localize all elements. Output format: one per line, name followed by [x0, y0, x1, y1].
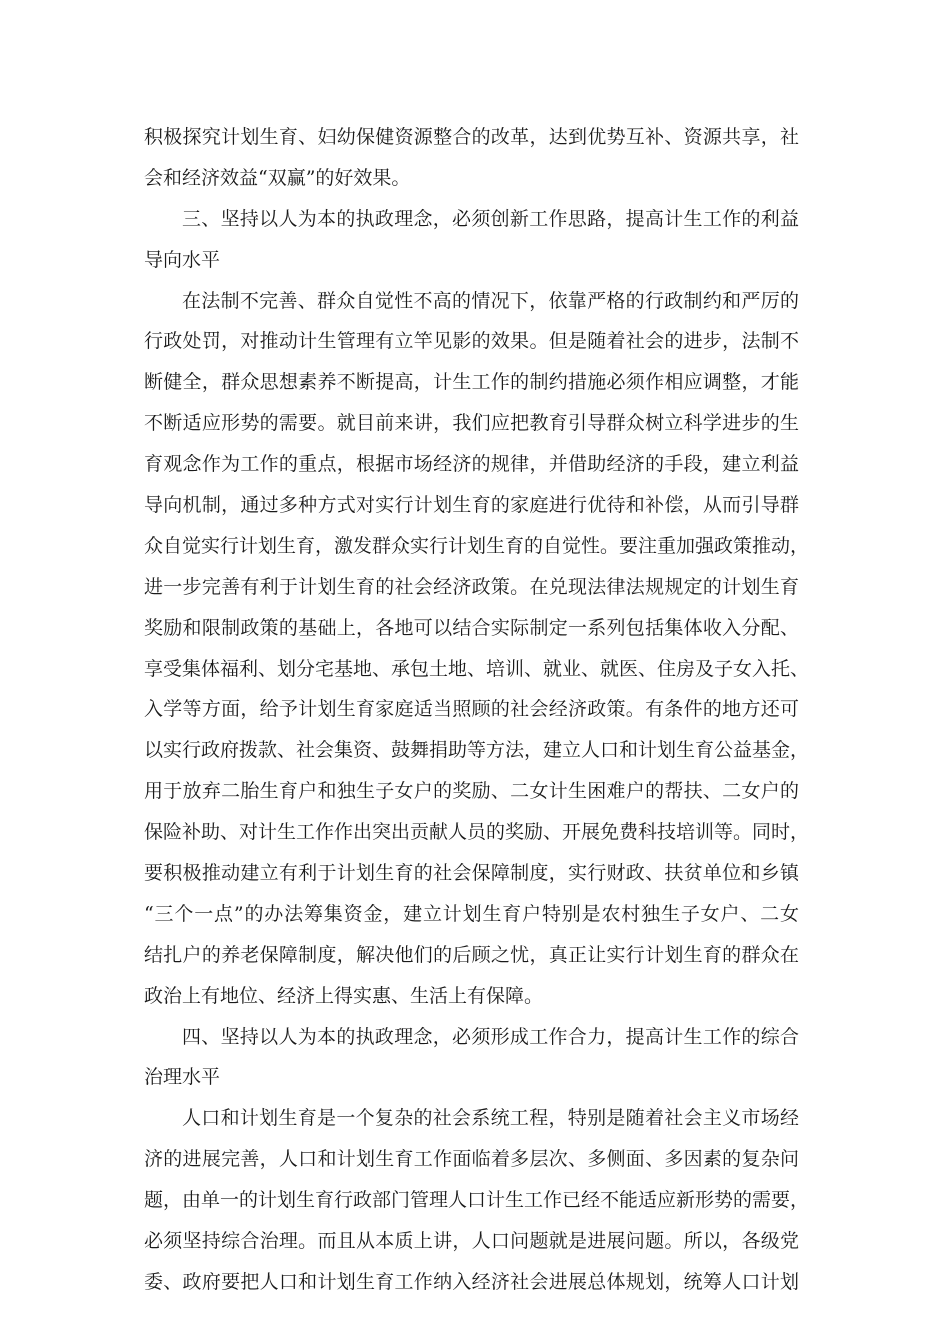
- text-line: 要积极推动建立有利于计划生育的社会保障制度，实行财政、扶贫单位和乡镇: [144, 862, 799, 885]
- text-line: 积极探究计划生育、妇幼保健资源整合的改革，达到优势互补、资源共享，社: [144, 126, 799, 148]
- text-line: 断健全，群众思想素养不断提高，计生工作的制约措施必须作相应调整，才能: [144, 371, 799, 394]
- text-line: 用于放弃二胎生育户和独生子女户的奖励、二女计生困难户的帮扶、二女户的: [144, 780, 799, 803]
- text-line: 导向水平: [144, 248, 221, 271]
- text-line: 济的进展完善，人口和计划生育工作面临着多层次、多侧面、多因素的复杂问: [144, 1148, 799, 1171]
- text-line: 人口和计划生育是一个复杂的社会系统工程，特别是随着社会主义市场经: [182, 1107, 799, 1130]
- text-line: “三个一点”的办法筹集资金，建立计划生育户特别是农村独生子女户、二女: [144, 902, 799, 925]
- text-line: 进一步完善有利于计划生育的社会经济政策。在兑现法律法规规定的计划生育: [144, 575, 799, 598]
- text-line: 众自觉实行计划生育，激发群众实行计划生育的自觉性。要注重加强政策推动，: [144, 534, 810, 557]
- text-line: 治理水平: [144, 1066, 221, 1089]
- text-line: 导向机制，通过多种方式对实行计划生育的家庭进行优待和补偿，从而引导群: [144, 494, 799, 517]
- text-line: 育观念作为工作的重点，根据市场经济的规律，并借助经济的手段，建立利益: [144, 453, 799, 476]
- text-line: 政治上有地位、经济上得实惠、生活上有保障。: [144, 984, 544, 1007]
- text-line: 享受集体福利、划分宅基地、承包土地、培训、就业、就医、住房及子女入托、: [144, 657, 810, 680]
- document-body: [144, 117, 810, 1303]
- text-line: 三、坚持以人为本的执政理念，必须创新工作思路，提高计生工作的利益: [182, 207, 799, 230]
- text-line: 以实行政府拨款、社会集资、鼓舞捐助等方法，建立人口和计划生育公益基金，: [144, 739, 810, 762]
- text-line: 题，由单一的计划生育行政部门管理人口计生工作已经不能适应新形势的需要，: [144, 1189, 810, 1212]
- text-line: 会和经济效益“双赢”的好效果。: [144, 166, 411, 189]
- text-line: 不断适应形势的需要。就目前来讲，我们应把教育引导群众树立科学进步的生: [144, 412, 799, 435]
- text-line: 在法制不完善、群众自觉性不高的情况下，依靠严格的行政制约和严厉的: [182, 289, 799, 312]
- text-line: 行政处罚，对推动计生管理有立竿见影的效果。但是随着社会的进步，法制不: [144, 330, 799, 353]
- text-line: 委、政府要把人口和计划生育工作纳入经济社会进展总体规划，统筹人口计划: [144, 1270, 799, 1293]
- text-line: 结扎户的养老保障制度，解决他们的后顾之忧，真正让实行计划生育的群众在: [144, 943, 799, 966]
- text-line: 保险补助、对计生工作作出突出贡献人员的奖励、开展免费科技培训等。同时，: [144, 821, 810, 844]
- text-line: 奖励和限制政策的基础上，各地可以结合实际制定一系列包括集体收入分配、: [144, 616, 799, 639]
- text-line: 四、坚持以人为本的执政理念，必须形成工作合力，提高计生工作的综合: [182, 1025, 799, 1048]
- text-line: 入学等方面，给予计划生育家庭适当照顾的社会经济政策。有条件的地方还可: [144, 698, 799, 721]
- text-line: 必须坚持综合治理。而且从本质上讲，人口问题就是进展问题。所以，各级党: [144, 1230, 799, 1253]
